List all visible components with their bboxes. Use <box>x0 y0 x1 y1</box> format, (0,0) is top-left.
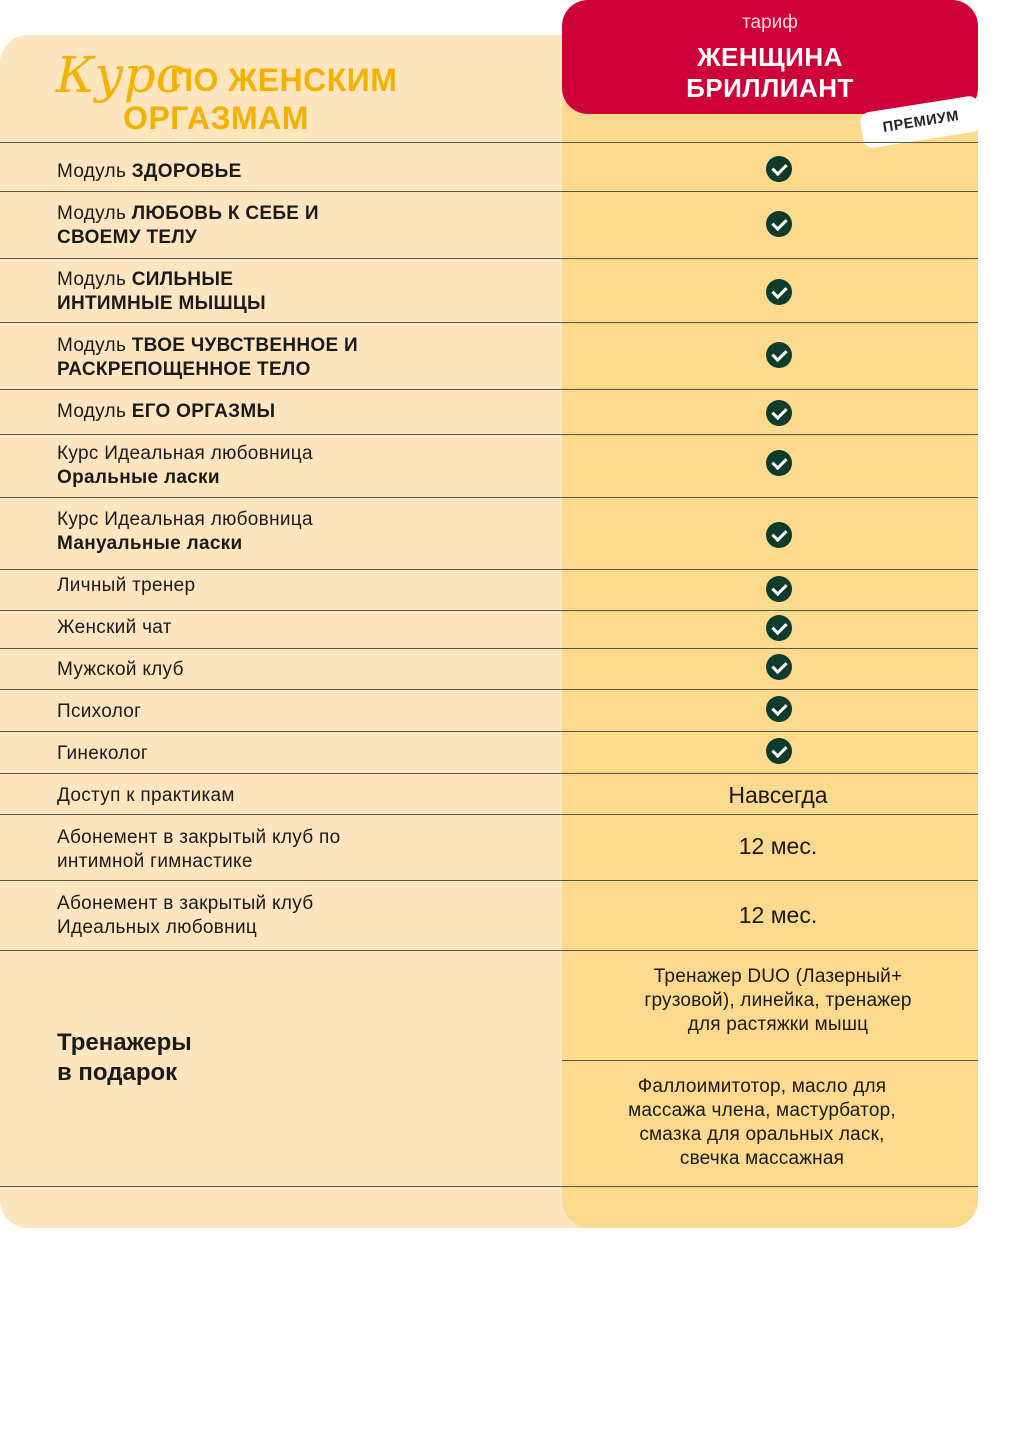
gifts-label-line2: в подарок <box>57 1059 178 1086</box>
row-divider <box>0 434 978 435</box>
row-label-manual: Курс Идеальная любовница Мануальные ласки <box>57 509 313 554</box>
row-divider <box>0 773 978 774</box>
check-icon <box>766 400 792 426</box>
row-label-his-orgasms: Модуль ЕГО ОРГАЗМЫ <box>57 401 276 422</box>
check-icon <box>766 615 792 641</box>
check-icon <box>766 450 792 476</box>
row-label-intimate-muscles: Модуль СИЛЬНЫЕ ИНТИМНЫЕ МЫШЦЫ <box>57 269 266 314</box>
row-divider <box>0 689 978 690</box>
row-divider <box>0 814 978 815</box>
check-icon <box>766 211 792 237</box>
gift-divider <box>562 1060 978 1061</box>
gift-item-trainers <box>562 965 994 1037</box>
title-line2: ОРГАЗМАМ <box>123 100 309 136</box>
row-divider <box>0 322 978 323</box>
row-divider <box>0 497 978 498</box>
check-icon <box>766 342 792 368</box>
row-divider <box>0 950 978 951</box>
gifts-label <box>57 1028 192 1088</box>
row-label-gynecologist: Гинеколог <box>57 743 149 764</box>
value-lovers-club: 12 мес. <box>738 902 818 928</box>
gift-line: Фаллоимитотор, масло для <box>637 1076 887 1097</box>
gift-line: Тренажер DUO (Лазерный+ <box>653 966 903 987</box>
gift-item-accessories <box>562 1075 962 1171</box>
row-label-sensual-body: Модуль ТВОЕ ЧУВСТВЕННОЕ И РАСКРЕПОЩЕННОЕ ТЕЛО <box>57 335 358 380</box>
row-label-trainer: Личный тренер <box>57 575 196 596</box>
gift-line: для растяжки мышц <box>687 1014 869 1035</box>
check-icon <box>766 576 792 602</box>
check-icon <box>766 654 792 680</box>
premium-badge: ПРЕМИУМ <box>859 95 983 149</box>
title-line1: ПО ЖЕНСКИМ <box>170 62 398 98</box>
tariff-name-line2: БРИЛЛИАНТ <box>686 73 854 103</box>
row-divider <box>0 569 978 570</box>
row-label-practice-access: Доступ к практикам <box>57 785 235 806</box>
row-divider <box>0 389 978 390</box>
check-icon <box>766 738 792 764</box>
title-script-word: Курс <box>56 46 184 104</box>
row-divider <box>0 1186 978 1187</box>
row-divider <box>0 191 978 192</box>
gifts-label-line1: Тренажеры <box>57 1029 192 1056</box>
tariff-header <box>562 0 978 114</box>
check-icon <box>766 156 792 182</box>
row-label-men-club: Мужской клуб <box>57 659 184 680</box>
tariff-name <box>562 42 978 104</box>
row-label-lovers-club: Абонемент в закрытый клуб Идеальных любовниц <box>57 893 314 938</box>
gift-line: грузовой), линейка, тренажер <box>644 990 912 1011</box>
tariff-label: тариф <box>742 12 798 33</box>
check-icon <box>766 279 792 305</box>
check-icon <box>766 696 792 722</box>
gift-line: смазка для оральных ласк, <box>639 1124 885 1145</box>
row-divider <box>0 731 978 732</box>
row-divider <box>0 648 978 649</box>
gift-line: массажа члена, мастурбатор, <box>628 1100 896 1121</box>
row-label-psychologist: Психолог <box>57 701 142 722</box>
gift-line: свечка массажная <box>679 1148 845 1169</box>
value-gym-club: 12 мес. <box>738 833 818 859</box>
check-icon <box>766 522 792 548</box>
row-divider <box>0 880 978 881</box>
row-label-gym-club: Абонемент в закрытый клуб по интимной гимнастике <box>57 827 341 872</box>
row-label-women-chat: Женский чат <box>57 617 172 638</box>
row-label-self-love: Модуль ЛЮБОВЬ К СЕБЕ И СВОЕМУ ТЕЛУ <box>57 203 319 248</box>
row-divider <box>0 610 978 611</box>
row-divider <box>0 142 978 143</box>
row-divider <box>0 258 978 259</box>
tariff-name-line1: ЖЕНЩИНА <box>697 42 843 72</box>
row-label-health: Модуль ЗДОРОВЬЕ <box>57 161 242 182</box>
row-label-oral: Курс Идеальная любовница Оральные ласки <box>57 443 313 488</box>
value-practice-access: Навсегда <box>728 782 828 808</box>
